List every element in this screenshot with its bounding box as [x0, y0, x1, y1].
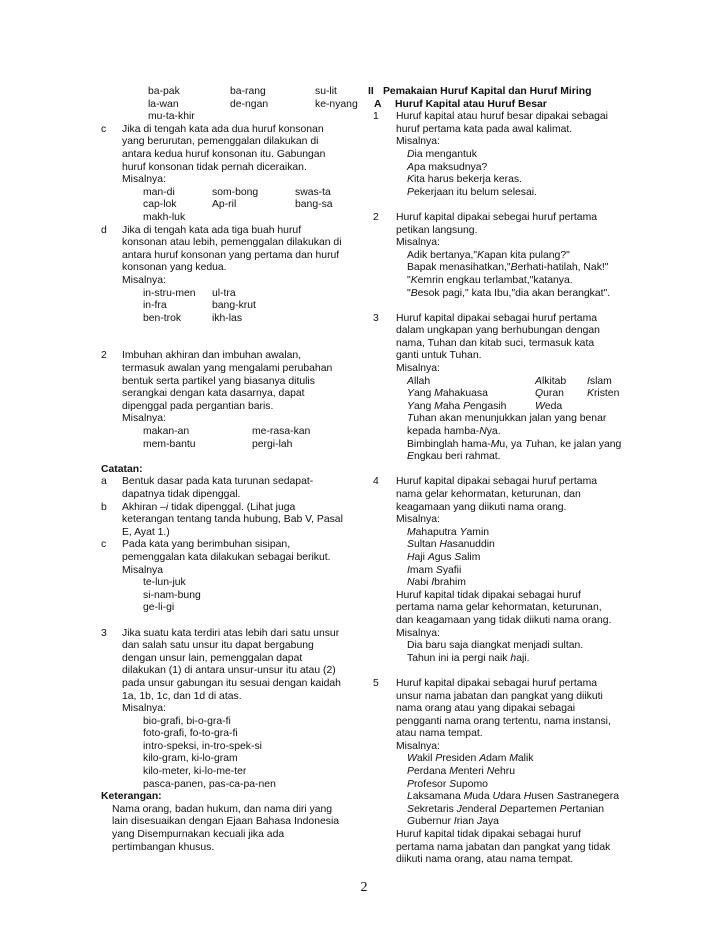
- rule-2-line: [368, 212, 630, 225]
- label: Misalnya:: [396, 740, 440, 752]
- capital-letter: B: [510, 262, 518, 274]
- note-b-line: [101, 502, 365, 515]
- heading: Catatan:: [101, 463, 143, 475]
- example-row: [368, 640, 630, 653]
- rule-1-line: [368, 111, 630, 124]
- note-text: dapatnya tidak dipenggal.: [122, 489, 241, 500]
- example-text: ": [407, 287, 411, 299]
- example-word: ke-nyang: [315, 98, 358, 110]
- rule-c-line: [101, 136, 365, 149]
- example-word: man-di: [143, 186, 175, 198]
- example-sentence: Tuhan akan menunjukkan jalan yang benar: [407, 413, 607, 425]
- rule-2-line: [368, 225, 630, 238]
- misalnya-label: [368, 237, 630, 250]
- example-word: Islam: [587, 375, 612, 387]
- misalnya-label: [368, 741, 630, 754]
- note-text: pemenggalan kata dilakukan sebagai berikut.: [122, 551, 331, 563]
- keterangan-heading: [101, 791, 365, 804]
- spacer: [101, 338, 365, 351]
- example-sentence: [407, 187, 537, 200]
- rule-text: dengan unsur lain, pemenggalan dapat: [122, 652, 303, 664]
- spacer: [101, 451, 365, 464]
- example-word: bang-sa: [295, 199, 333, 211]
- rule-text: petikan langsung.: [396, 224, 478, 236]
- example-word: ikh-las: [212, 312, 243, 324]
- rule-5-line: [368, 829, 630, 842]
- rule-text: Huruf kapital tidak dipakai sebagai huruf: [396, 829, 581, 841]
- example-row: [101, 590, 365, 603]
- rule-5-line: [368, 703, 630, 716]
- left-column: [101, 86, 365, 854]
- page-number: 2: [360, 880, 368, 895]
- example-word: ba-rang: [230, 86, 266, 97]
- example-text: pa maksudnya?: [413, 161, 488, 173]
- example-sentence: [407, 174, 522, 187]
- rule-3-line: [101, 653, 365, 666]
- rule-text: antara huruf konsonan yang pertama dan huruf: [122, 249, 340, 261]
- rule-text: huruf konsonan tidak pernah diceraikan.: [122, 161, 307, 173]
- rule-3-line: [368, 313, 630, 326]
- example-row: [368, 401, 630, 414]
- label: Misalnya:: [396, 136, 440, 148]
- example-word: ben-trok: [143, 312, 182, 324]
- example-row: [101, 577, 365, 590]
- example-word: ba-pak: [148, 86, 180, 97]
- example-row: [368, 451, 630, 464]
- note-a-line: [101, 476, 365, 489]
- capital-letter: P: [407, 186, 414, 198]
- example-row: [368, 753, 630, 766]
- rule-3-line: [368, 350, 630, 363]
- example-sentence: Dia baru saja diangkat menjadi sultan.: [407, 640, 584, 652]
- rule-4-line: [368, 615, 630, 628]
- rule-1-line: [368, 124, 630, 137]
- rule-text: dalam ungkapan yang berhubungan dengan: [396, 325, 600, 337]
- spacer: [101, 615, 365, 628]
- note-text: lain disesuaikan dengan Ejaan Bahasa Indonesia: [112, 816, 340, 828]
- note-c-line: [101, 552, 365, 565]
- rule-text: pada unsur gabungan itu sesuai dengan kaidah: [122, 677, 341, 689]
- misalnya-label: [101, 174, 365, 187]
- example-word: si-nam-bung: [143, 589, 201, 601]
- example-name: Laksamana Muda Udara Husen Sastranegera: [407, 791, 620, 803]
- capital-letter: K: [407, 174, 414, 186]
- example-row: [368, 426, 630, 439]
- misalnya-label: [101, 275, 365, 288]
- example-row: [368, 539, 630, 552]
- example-row: [368, 288, 630, 301]
- example-sentence: kepada hamba-Nya.: [407, 426, 501, 438]
- example-row: [368, 527, 630, 540]
- example-sentence: [407, 275, 573, 288]
- rule-5-line: [368, 691, 630, 704]
- example-row: [368, 250, 630, 263]
- example-word: Kristen: [587, 388, 620, 400]
- rule-text: Huruf kapital dipakai sebagai huruf pertama: [396, 677, 598, 689]
- example-row: [368, 174, 630, 187]
- example-word: Allah: [407, 375, 431, 387]
- example-row: [368, 779, 630, 792]
- rule-text: pertama nama gelar kehormatan, keturunan,: [396, 602, 602, 614]
- rule-3-line: [101, 678, 365, 691]
- note-text: E, Ayat 1.): [122, 526, 170, 538]
- misalnya-label: [101, 413, 365, 426]
- item-marker: 5: [373, 677, 379, 689]
- rule-5-line: [368, 716, 630, 729]
- note-text: yang Disempurnakan kecuali jika ada: [112, 829, 285, 841]
- rule-c-line: [101, 162, 365, 175]
- rule-text: nama, Tuhan dan kitab suci, termasuk kata: [396, 337, 595, 349]
- rule-d-line: [101, 262, 365, 275]
- item-marker: 2: [101, 350, 107, 362]
- section-marker: II: [368, 86, 374, 97]
- item-marker: 1: [373, 111, 379, 123]
- example-text: ekerjaan itu belum selesai.: [413, 186, 537, 198]
- example-row: [101, 187, 365, 200]
- note-c-line: [101, 539, 365, 552]
- item-marker: 2: [373, 211, 379, 223]
- example-row: [101, 728, 365, 741]
- example-name: Perdana Menteri Nehru: [407, 766, 516, 778]
- example-row: [101, 426, 365, 439]
- example-text: Bapak menasihatkan,": [407, 262, 511, 274]
- keterangan-line: [101, 829, 365, 842]
- rule-c-line: [101, 124, 365, 137]
- rule-5-line: [368, 728, 630, 741]
- capital-letter: K: [410, 274, 418, 286]
- example-row: [368, 413, 630, 426]
- spacer: [101, 325, 365, 338]
- example-row: [368, 766, 630, 779]
- example-text: ita harus bekerja keras.: [413, 174, 522, 186]
- keterangan-line: [101, 842, 365, 855]
- example-name: Nabi Ibrahim: [407, 577, 466, 589]
- example-row: [368, 187, 630, 200]
- example-row: [101, 86, 365, 99]
- example-word: me-rasa-kan: [252, 426, 311, 438]
- item-marker: 3: [101, 627, 107, 639]
- rule-text: pengganti nama orang tertentu, nama instansi,: [396, 715, 611, 727]
- rule-text: bentuk serta partikel yang biasanya ditulis: [122, 375, 315, 387]
- example-word: cap-lok: [143, 199, 177, 211]
- note-text: Bentuk dasar pada kata turunan sedapat-: [122, 476, 314, 488]
- capital-letter: A: [407, 161, 414, 173]
- example-row: [368, 275, 630, 288]
- label: Misalnya:: [122, 274, 166, 286]
- rule-text: Jika suatu kata terdiri atas lebih dari satu unsur: [122, 627, 340, 639]
- item-marker: 4: [373, 476, 379, 488]
- rule-4-line: [368, 590, 630, 603]
- note-text: Pada kata yang berimbuhan sisipan,: [122, 539, 291, 551]
- example-row: [101, 766, 365, 779]
- example-row: [101, 288, 365, 301]
- keterangan-line: [101, 816, 365, 829]
- rule-text: konsonan atau lebih, pemenggalan dilakukan di: [122, 237, 342, 249]
- example-text: apan kita pulang?": [484, 249, 570, 261]
- example-sentence: Tahun ini ia pergi naik haji.: [407, 652, 530, 664]
- rule-text: pertama nama jabatan dan pangkat yang tidak: [396, 841, 611, 853]
- example-word: swas-ta: [295, 186, 331, 198]
- note-text: keterangan tentang tanda hubung, Bab V, Pasal: [122, 514, 343, 526]
- example-word: pergi-lah: [252, 438, 293, 450]
- rule-d-line: [101, 237, 365, 250]
- example-row: [101, 439, 365, 452]
- rule-4-line: [368, 602, 630, 615]
- example-sentence: Bimbinglah hama-Mu, ya Tuhan, ke jalan yang: [407, 438, 622, 450]
- example-row: [368, 565, 630, 578]
- example-word: su-lit: [315, 86, 337, 97]
- heading: Keterangan:: [101, 791, 162, 803]
- example-text: esok pagi," kata Ibu,"dia akan berangkat".: [417, 287, 611, 299]
- rule-d-line: [101, 250, 365, 263]
- misalnya-label: [368, 514, 630, 527]
- example-row: [101, 741, 365, 754]
- misalnya-label: [101, 565, 365, 578]
- item-marker: c: [101, 539, 107, 551]
- example-word: Quran: [535, 388, 564, 400]
- rule-3-line: [101, 691, 365, 704]
- rule-text: dan salah satu unsur itu dapat bergabung: [122, 640, 314, 652]
- example-name: Haji Agus Salim: [407, 551, 481, 563]
- rule-text: huruf pertama kata pada awal kalimat.: [396, 123, 573, 135]
- example-word: in-fra: [143, 300, 167, 312]
- rule-2-line: [101, 388, 365, 401]
- rule-5-line: [368, 842, 630, 855]
- capital-letter: B: [410, 287, 418, 299]
- rule-text: atau nama tempat.: [396, 728, 483, 740]
- rule-text: Huruf kapital dipakai sebegai huruf pertama: [396, 211, 598, 223]
- subsection-title: Huruf Kapital atau Huruf Besar: [395, 98, 547, 110]
- example-word: kilo-meter, ki-lo-me-ter: [143, 766, 247, 778]
- rule-c-line: [101, 149, 365, 162]
- spacer: [368, 199, 630, 212]
- spacer: [368, 300, 630, 313]
- item-marker: c: [101, 123, 107, 135]
- rule-text: konsonan yang kedua.: [122, 262, 227, 274]
- rule-text: nama orang atau yang dipakai sebagai: [396, 703, 576, 715]
- subsection-heading: [368, 99, 630, 112]
- example-word: som-bong: [212, 186, 259, 198]
- example-word: intro-speksi, in-tro-spek-si: [143, 740, 262, 752]
- example-text: erhati-hatilah, Nak!": [517, 262, 609, 274]
- example-word: ge-li-gi: [143, 602, 175, 614]
- rule-5-line: [368, 854, 630, 867]
- note-text: Nama orang, badan hukum, dan nama diri yang: [112, 803, 333, 815]
- example-word: de-ngan: [230, 98, 269, 110]
- capital-letter: K: [477, 249, 485, 261]
- example-row: [368, 804, 630, 817]
- example-row: [368, 388, 630, 401]
- example-row: [101, 779, 365, 792]
- example-sentence: Engkau beri rahmat.: [407, 451, 501, 463]
- rule-text: dan keagamaan yang tidak diikuti nama orang.: [396, 614, 612, 626]
- example-name: Imam Syafii: [407, 564, 462, 576]
- rule-3-line: [101, 628, 365, 641]
- note-text-group: [122, 502, 295, 515]
- example-row: [368, 262, 630, 275]
- rule-d-line: [101, 225, 365, 238]
- example-row: [368, 162, 630, 175]
- label: Misalnya: [122, 564, 163, 576]
- misalnya-label: [368, 628, 630, 641]
- section-title: Pemakaian Huruf Kapital dan Huruf Miring: [383, 86, 592, 97]
- item-marker: a: [101, 476, 107, 488]
- example-word: Ap-ril: [212, 199, 237, 211]
- catatan-heading: [101, 464, 365, 477]
- example-row: [101, 300, 365, 313]
- example-word: kilo-gram, ki-lo-gram: [143, 753, 238, 765]
- example-name: Gubernur Irian Jaya: [407, 816, 499, 828]
- example-word: la-wan: [148, 98, 179, 110]
- rule-text: dilakukan (1) di antara unsur-unsur itu atau (2): [122, 665, 336, 677]
- rule-text: termasuk awalan yang mengalami perubahan: [122, 363, 333, 375]
- rule-text: dipenggal pada pergantian baris.: [122, 400, 274, 412]
- capital-letter: D: [407, 148, 415, 160]
- note-a-line: [101, 489, 365, 502]
- label: Misalnya:: [122, 703, 166, 715]
- rule-4-line: [368, 502, 630, 515]
- example-row: [101, 753, 365, 766]
- example-sentence: [407, 288, 610, 301]
- rule-text: Huruf kapital dipakai sebagai huruf pertama: [396, 476, 598, 488]
- example-sentence: [407, 262, 608, 275]
- example-word: mu-ta-khir: [148, 111, 195, 123]
- example-name: Mahaputra Yamin: [407, 526, 490, 538]
- rule-3-line: [368, 338, 630, 351]
- example-row: [101, 111, 365, 124]
- example-word: foto-grafi, fo-to-gra-fi: [143, 728, 238, 740]
- rule-text: nama gelar kehormatan, keturunan, dan: [396, 489, 581, 500]
- rule-3-line: [101, 665, 365, 678]
- rule-text: diikuti nama orang, atau nama tempat.: [396, 854, 574, 866]
- note-b-line: [101, 527, 365, 540]
- label: Misalnya:: [122, 174, 166, 186]
- label: Misalnya:: [122, 413, 166, 425]
- label: Misalnya:: [396, 514, 440, 526]
- example-text: ia mengantuk: [414, 148, 477, 160]
- keterangan-line: [101, 804, 365, 817]
- example-row: [101, 716, 365, 729]
- spacer: [368, 464, 630, 477]
- item-marker: b: [101, 501, 107, 513]
- rule-2-line: [101, 401, 365, 414]
- rule-text: Imbuhan akhiran dan imbuhan awalan,: [122, 350, 302, 362]
- example-sentence: [407, 162, 487, 175]
- example-row: [101, 199, 365, 212]
- example-word: bio-grafi, bi-o-gra-fi: [143, 715, 231, 727]
- rule-text: Huruf kapital dipakai sebagai huruf pertama: [396, 312, 598, 324]
- example-word: ul-tra: [212, 287, 236, 299]
- example-name: Sultan Hasanuddin: [407, 539, 495, 551]
- section-heading: [368, 86, 630, 99]
- example-text: Adik bertanya,": [407, 249, 478, 261]
- example-word: Yang Maha Pengasih: [407, 400, 507, 412]
- rule-text: Jika di tengah kata ada tiga buah huruf: [122, 224, 302, 236]
- rule-text: 1a, 1b, 1c, dan 1d di atas.: [122, 690, 242, 702]
- misalnya-label: [368, 363, 630, 376]
- example-word: Alkitab: [535, 375, 567, 387]
- rule-text: Huruf kapital tidak dipakai sebagai huruf: [396, 589, 581, 601]
- misalnya-label: [368, 136, 630, 149]
- item-marker: 3: [373, 312, 379, 324]
- note-b-line: [101, 514, 365, 527]
- example-word: makh-luk: [143, 211, 186, 223]
- example-row: [368, 149, 630, 162]
- example-row: [101, 212, 365, 225]
- example-row: [368, 376, 630, 389]
- example-row: [368, 577, 630, 590]
- example-row: [101, 99, 365, 112]
- example-name: Sekretaris Jenderal Departemen Pertanian: [407, 803, 605, 815]
- example-row: [368, 653, 630, 666]
- rule-text: ganti untuk Tuhan.: [396, 350, 482, 362]
- rule-5-line: [368, 678, 630, 691]
- example-row: [368, 791, 630, 804]
- example-row: [368, 439, 630, 452]
- example-sentence: [407, 149, 477, 162]
- rule-text: Jika di tengah kata ada dua huruf konsonan: [122, 123, 324, 135]
- label: Misalnya:: [396, 627, 440, 639]
- subsection-marker: A: [374, 98, 382, 110]
- example-text: emrin engkau terlambat,"katanya.: [417, 274, 573, 286]
- rule-3-line: [368, 325, 630, 338]
- example-row: [101, 602, 365, 615]
- label: Misalnya:: [396, 363, 440, 375]
- example-word: Weda: [535, 400, 563, 412]
- example-text: ": [407, 274, 411, 286]
- example-row: [368, 816, 630, 829]
- example-word: mem-bantu: [143, 438, 196, 450]
- rule-2-line: [101, 350, 365, 363]
- example-word: te-lun-juk: [143, 577, 186, 589]
- item-marker: d: [101, 224, 107, 236]
- example-word: in-stru-men: [143, 287, 196, 299]
- rule-text: serangkai dengan kata dasarnya, dapat: [122, 388, 305, 400]
- rule-4-line: [368, 476, 630, 489]
- rule-text: yang berurutan, pemenggalan dilakukan di: [122, 136, 319, 148]
- example-row: [101, 313, 365, 326]
- example-word: Yang Mahakuasa: [407, 388, 488, 400]
- note-text: pertimbangan khusus.: [112, 841, 215, 853]
- example-name: Wakil Presiden Adam Malik: [407, 753, 534, 765]
- rule-text: antara kedua huruf konsonan itu. Gabungan: [122, 148, 326, 160]
- misalnya-label: [101, 703, 365, 716]
- rule-text: Huruf kapital atau huruf besar dipakai sebagai: [396, 111, 608, 123]
- example-word: makan-an: [143, 426, 190, 438]
- rule-4-line: [368, 489, 630, 502]
- right-column: [368, 86, 630, 867]
- example-word: pasca-panen, pas-ca-pa-nen: [143, 778, 276, 790]
- example-name: Profesor Supomo: [407, 778, 488, 790]
- rule-2-line: [101, 363, 365, 376]
- label: Misalnya:: [396, 237, 440, 249]
- note-italic: i: [165, 501, 169, 513]
- spacer: [368, 665, 630, 678]
- rule-text: unsur nama jabatan dan pangkat yang diikuti: [396, 690, 603, 702]
- note-text: Akhiran –: [122, 501, 166, 513]
- rule-2-line: [101, 376, 365, 389]
- example-word: bang-krut: [212, 300, 256, 312]
- note-text: tidak dipenggal. (Lihat juga: [168, 501, 296, 513]
- rule-text: keagamaan yang diikuti nama orang.: [396, 501, 567, 513]
- rule-3-line: [101, 640, 365, 653]
- example-row: [368, 552, 630, 565]
- example-sentence: [407, 250, 570, 263]
